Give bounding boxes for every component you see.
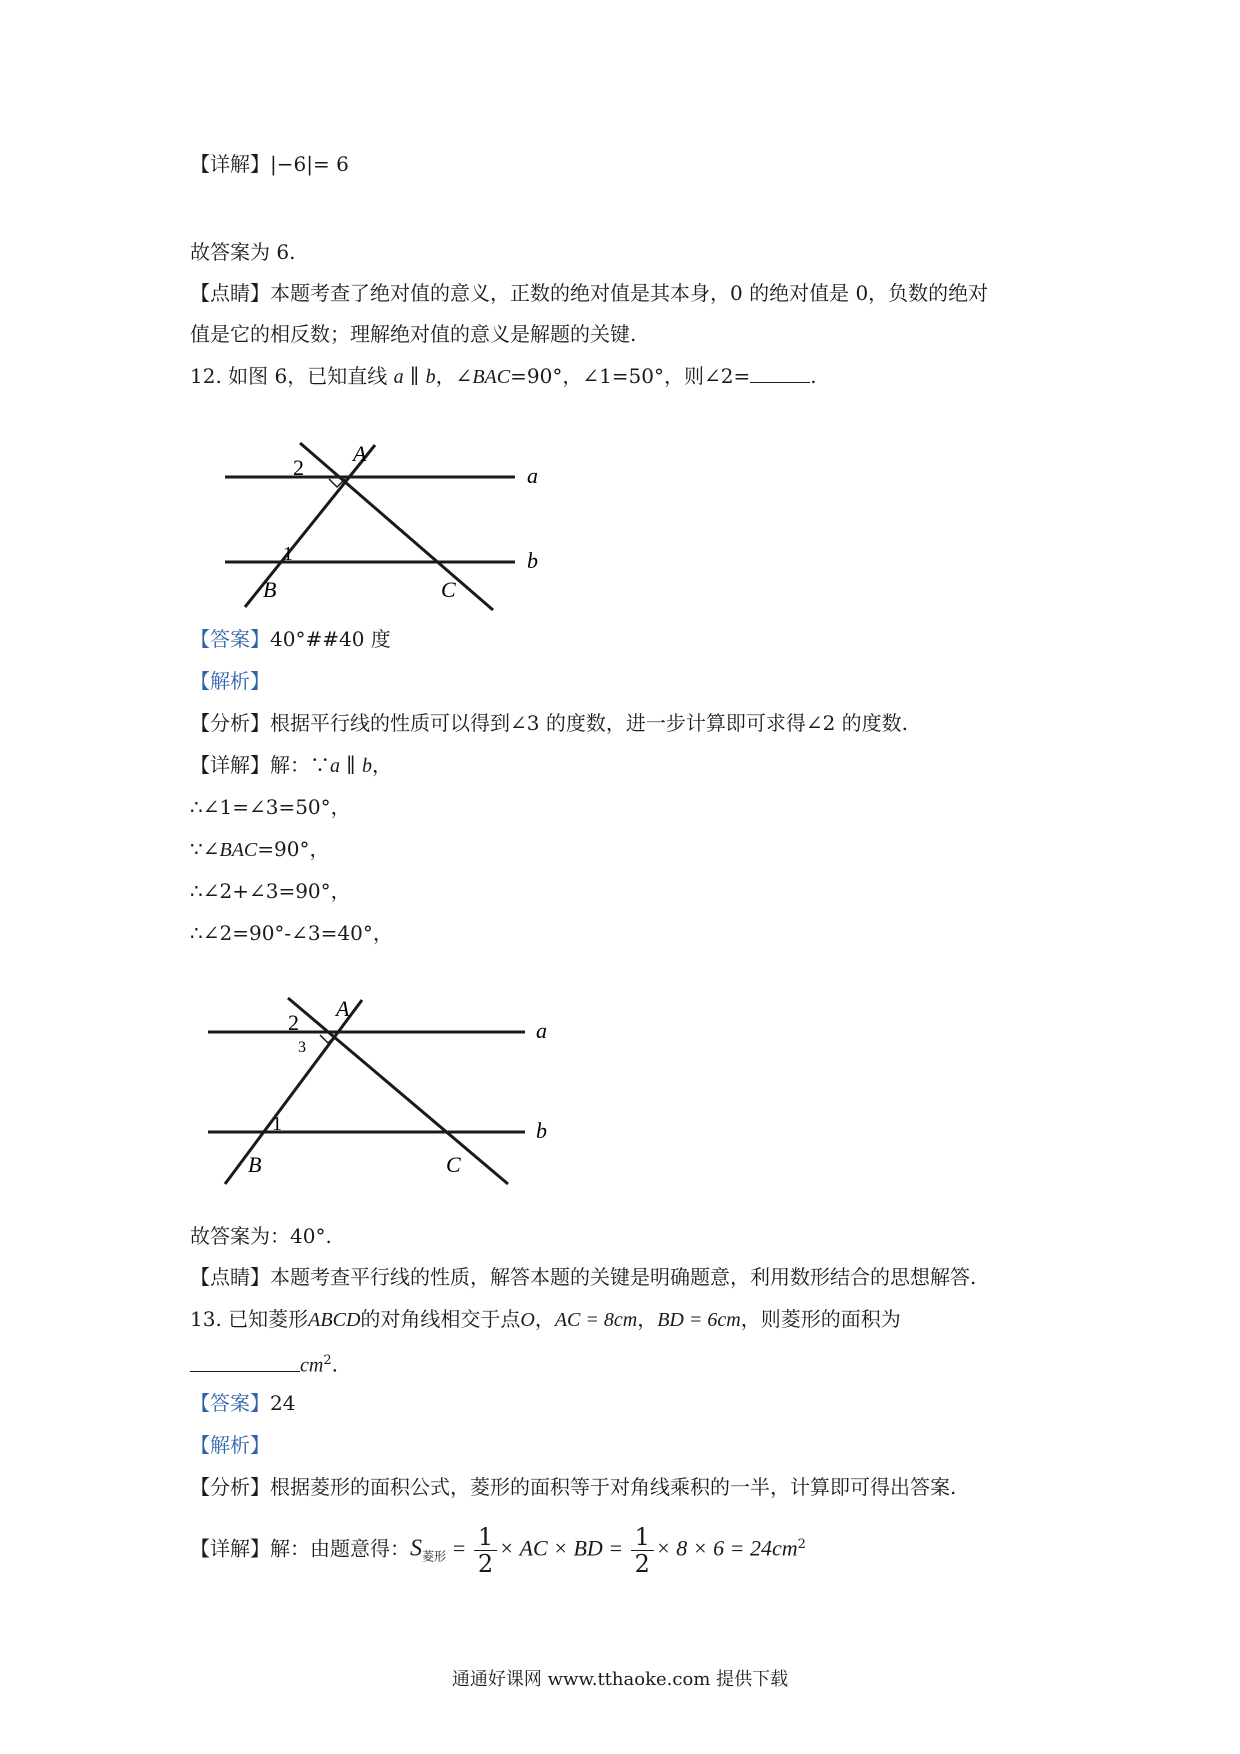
label-a: a (536, 1018, 547, 1043)
step-1: ∴∠1=∠3=50°， (190, 795, 351, 819)
prompt-text: ， (637, 1307, 658, 1331)
var-b: b (361, 755, 372, 777)
prompt-text: ， (534, 1307, 555, 1331)
var-a: a (393, 366, 404, 388)
parallel-symbol: ∥ (403, 364, 426, 388)
detail-text: 解：∵ (270, 753, 330, 777)
label-B: B (248, 1152, 262, 1177)
answer-line-q13 (190, 1389, 295, 1417)
detail-label: 【详解】 (190, 753, 270, 777)
comment-label: 【点睛】 (190, 1265, 270, 1289)
step-3: ∴∠2+∠3=90°， (190, 879, 351, 903)
analysis-label-q12: 【解析】 (190, 669, 270, 693)
var-abcd: ABCD (308, 1309, 361, 1331)
analysis-label-q13: 【解析】 (190, 1433, 270, 1457)
comment-line-1-q11 (190, 279, 988, 307)
prompt-text: 的对角线相交于点 (360, 1307, 521, 1331)
label-angle-2: 2 (288, 1010, 299, 1035)
detail-formula-q13 (190, 1515, 806, 1577)
numerator: 1 (631, 1524, 654, 1551)
var-o: O (520, 1309, 535, 1331)
prompt-text: 12. 如图 6，已知直线 (190, 364, 394, 388)
fenxi-line-q12 (190, 709, 908, 737)
area-subscript: 菱形 (422, 1549, 447, 1564)
label-A: A (336, 996, 350, 1021)
step-4: ∴∠2=90°-∠3=40°， (190, 921, 393, 945)
prompt-text: =90°，∠1=50°，则∠2= (510, 364, 751, 388)
parallel-lines-figure-1 (215, 425, 555, 615)
var-a: a (330, 755, 340, 777)
detail-label: 【详解】 (190, 152, 270, 176)
step-text: ∵∠ (190, 837, 220, 861)
question-12-prompt (190, 362, 817, 391)
label-angle-2: 2 (293, 455, 304, 480)
prompt-end: . (331, 1352, 338, 1377)
step-text: =90°， (257, 837, 330, 861)
equals: = (446, 1535, 472, 1561)
fraction-half (474, 1524, 497, 1577)
answer-value: 40°##40 度 (270, 627, 391, 651)
label-b: b (536, 1118, 547, 1143)
label-C: C (446, 1152, 461, 1177)
detail-text: 解：由题意得： (270, 1536, 410, 1561)
step-2 (190, 835, 329, 864)
detail-expression: |−6|= 6 (270, 152, 349, 176)
comment-label: 【点睛】 (190, 281, 270, 305)
angle-bac: BAC (472, 366, 511, 388)
detail-label: 【详解】 (190, 1536, 270, 1561)
denominator: 2 (477, 1549, 494, 1578)
page-footer: 通通好课网 www.tthaoke.com 提供下载 (451, 1669, 789, 1690)
answer-blank (190, 1353, 300, 1372)
prompt-text: ，∠ (435, 364, 473, 388)
fenxi-label: 【分析】 (190, 711, 270, 735)
prompt-text: ，则菱形的面积为 (740, 1307, 901, 1331)
label-angle-1: 1 (283, 543, 293, 565)
fraction-half (631, 1524, 654, 1577)
fenxi-text: 根据平行线的性质可以得到∠3 的度数，进一步计算即可求得∠2 的度数. (270, 711, 909, 735)
answer-label: 【答案】 (190, 1391, 270, 1415)
parallel-lines-figure-2 (200, 980, 570, 1190)
fenxi-label: 【分析】 (190, 1475, 270, 1499)
expression: × AC × BD = (499, 1535, 629, 1561)
answer-label: 【答案】 (190, 627, 270, 651)
prompt-end: . (810, 364, 817, 388)
exponent: 2 (797, 1537, 806, 1552)
prompt-text: 13. 已知菱形 (190, 1307, 309, 1331)
label-B: B (263, 577, 277, 602)
ac-equation: AC = 8cm (554, 1309, 638, 1331)
answer-line-q11: 故答案为 6. (190, 240, 296, 264)
parallel-symbol: ∥ (340, 753, 362, 777)
fenxi-text: 根据菱形的面积公式，菱形的面积等于对角线乘积的一半，计算即可得出答案. (270, 1475, 957, 1499)
comment-line-2-q11: 值是它的相反数；理解绝对值的意义是解题的关键. (190, 322, 637, 346)
answer-value: 24 (270, 1391, 296, 1415)
question-13-prompt (190, 1305, 901, 1334)
var-b: b (425, 366, 436, 388)
area-symbol: S (410, 1535, 422, 1562)
comment-text: 本题考查了绝对值的意义，正数的绝对值是其本身，0 的绝对值是 0，负数的绝对 (270, 281, 989, 305)
detail-line-q12: 【详解】解：∵a ∥ b， (190, 753, 392, 777)
expression: × 8 × 6 = 24cm (655, 1535, 798, 1561)
bd-equation: BD = 6cm (657, 1309, 741, 1331)
label-C: C (441, 577, 456, 602)
angle-bac: BAC (219, 839, 258, 861)
denominator: 2 (634, 1549, 650, 1578)
unit-exponent: 2 (323, 1353, 332, 1368)
numerator: 1 (474, 1524, 497, 1551)
label-a: a (527, 463, 538, 488)
answer-line-q12 (190, 625, 391, 653)
question-13-blank-line (190, 1347, 338, 1380)
label-A: A (353, 441, 367, 466)
final-answer-q12: 故答案为：40°. (190, 1224, 332, 1248)
label-angle-3: 3 (298, 1039, 306, 1056)
fenxi-line-q13 (190, 1473, 956, 1501)
comment-line-q12 (190, 1263, 976, 1291)
label-b: b (527, 548, 538, 573)
unit: cm (300, 1354, 324, 1377)
detail-line-q11 (190, 150, 349, 178)
answer-blank (750, 364, 810, 383)
comment-text: 本题考查平行线的性质，解答本题的关键是明确题意，利用数形结合的思想解答. (270, 1265, 977, 1289)
label-angle-1: 1 (272, 1113, 282, 1135)
